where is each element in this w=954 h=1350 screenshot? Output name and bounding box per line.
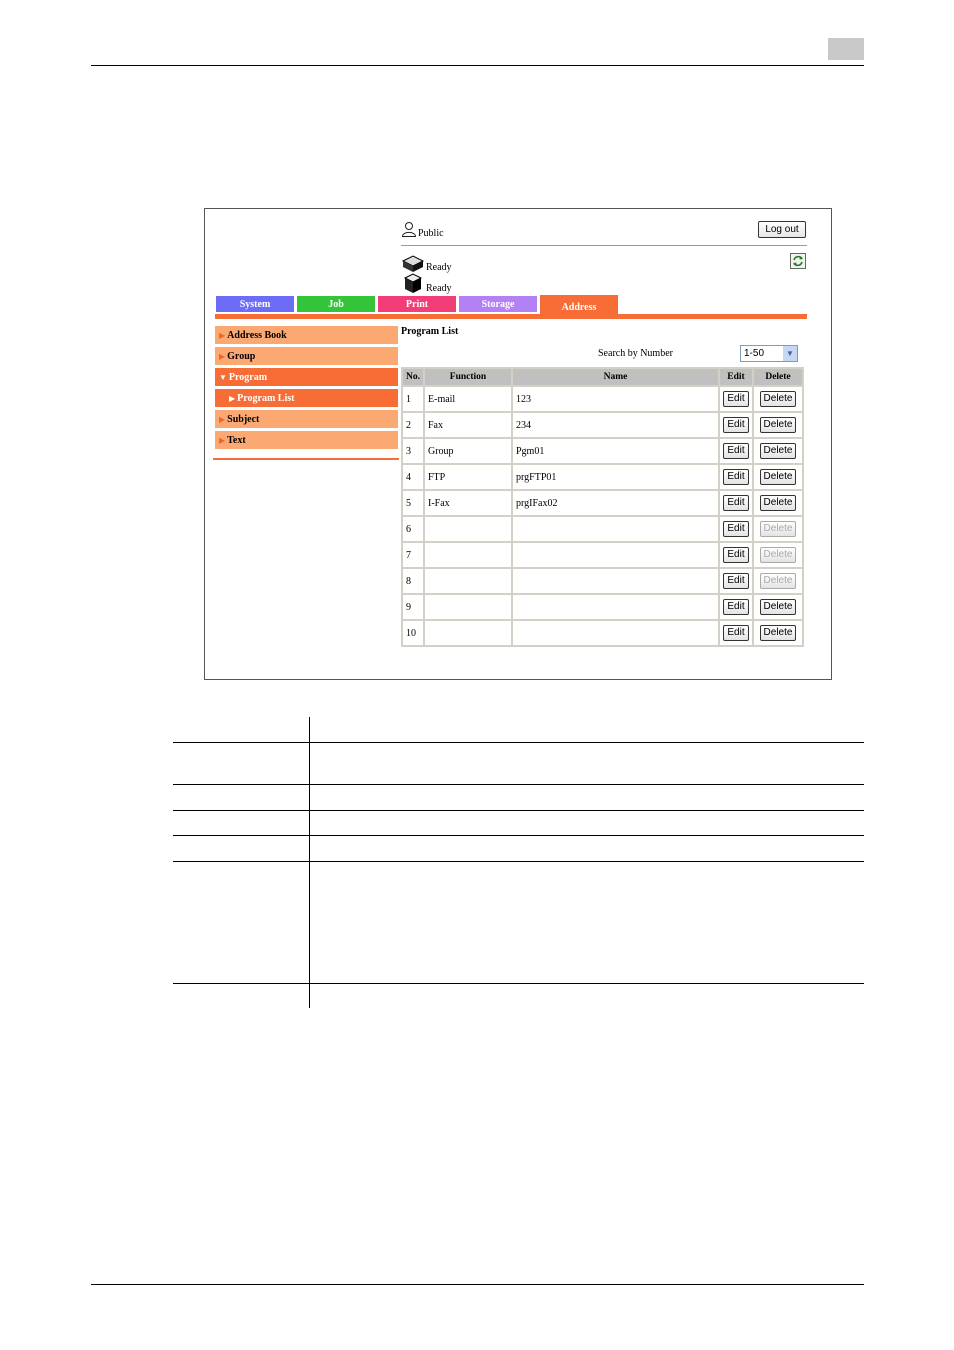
delete-button[interactable]: Delete [760, 417, 797, 433]
cell-name [513, 595, 718, 619]
cell-no: 2 [403, 413, 423, 437]
cell-delete [754, 595, 802, 619]
sidebar-item-address-book[interactable] [215, 326, 398, 344]
edit-button[interactable]: Edit [723, 521, 748, 537]
sidebar-item-label: Subject [227, 413, 260, 425]
triangle-right-icon: ▶ [219, 436, 226, 445]
logout-button[interactable]: Log out [758, 221, 806, 238]
triangle-down-icon: ▼ [219, 372, 227, 382]
sidebar-item-label: Address Book [227, 329, 287, 341]
cell-delete [754, 621, 802, 645]
printer-status: Ready [426, 262, 452, 273]
cell-edit [720, 595, 752, 619]
delete-button[interactable]: Delete [760, 443, 797, 459]
edit-button[interactable]: Edit [723, 495, 748, 511]
chevron-down-icon: ▼ [783, 346, 797, 361]
sidebar-item-program-list[interactable] [215, 389, 398, 407]
cell-edit [720, 517, 752, 541]
triangle-right-icon: ▶ [219, 331, 226, 340]
triangle-right-icon: ▶ [229, 394, 236, 403]
cell-delete [754, 517, 802, 541]
sidebar-end-rule [213, 458, 399, 460]
cell-edit [720, 413, 752, 437]
cell-function: I-Fax [425, 491, 511, 515]
triangle-right-icon: ▶ [219, 352, 226, 361]
tab-label: Print [405, 298, 429, 310]
header-rule [91, 65, 864, 66]
tab-label: Job [328, 298, 344, 310]
definition-table-rule [173, 835, 864, 836]
delete-button[interactable]: Delete [760, 391, 797, 407]
sidebar-item-label: Program [228, 371, 268, 383]
cell-name: Pgm01 [513, 439, 718, 463]
cell-no: 8 [403, 569, 423, 593]
cell-name [513, 517, 718, 541]
cell-function [425, 595, 511, 619]
cell-function [425, 569, 511, 593]
table-row [403, 621, 802, 645]
delete-button[interactable]: Delete [760, 469, 797, 485]
cell-delete [754, 491, 802, 515]
table-row [403, 569, 802, 593]
delete-button: Delete [760, 521, 797, 537]
page-title: Program List [401, 326, 459, 337]
sidebar-item-label: Group [227, 350, 256, 362]
tab-print[interactable] [378, 296, 456, 312]
cell-edit [720, 387, 752, 411]
cell-function: Group [425, 439, 511, 463]
tab-label: System [239, 298, 271, 310]
table-row [403, 595, 802, 619]
cell-function: E-mail [425, 387, 511, 411]
tab-storage[interactable] [459, 296, 537, 312]
sidebar-item-label: Text [227, 434, 246, 446]
tab-label: Address [561, 301, 597, 313]
cell-delete [754, 465, 802, 489]
cell-edit [720, 569, 752, 593]
cell-name: prgFTP01 [513, 465, 718, 489]
printer-icon [401, 253, 425, 273]
definition-table-rule [173, 742, 864, 743]
cell-no: 9 [403, 595, 423, 619]
table-row [403, 439, 802, 463]
footer-rule [91, 1284, 864, 1285]
cell-function: FTP [425, 465, 511, 489]
edit-button[interactable]: Edit [723, 547, 748, 563]
tab-label: Storage [481, 298, 515, 310]
sidebar-item-text[interactable] [215, 431, 398, 449]
edit-button[interactable]: Edit [723, 443, 748, 459]
sidebar-item-label: Program List [237, 392, 295, 404]
refresh-icon[interactable] [790, 253, 806, 269]
edit-button[interactable]: Edit [723, 599, 748, 615]
cell-delete [754, 569, 802, 593]
table-row [403, 517, 802, 541]
select-value: 1-50 [744, 348, 765, 359]
sidebar-item-group[interactable] [215, 347, 398, 365]
triangle-right-icon: ▶ [219, 415, 226, 424]
column-header-function: Function [425, 369, 511, 385]
edit-button[interactable]: Edit [723, 573, 748, 589]
sidebar-item-subject[interactable] [215, 410, 398, 428]
program-list-table [401, 367, 804, 647]
edit-button[interactable]: Edit [723, 391, 748, 407]
edit-button[interactable]: Edit [723, 625, 748, 641]
user-label: Public [418, 228, 444, 239]
definition-table-rule [173, 784, 864, 785]
table-header-row [403, 369, 802, 385]
scanner-icon [401, 273, 425, 293]
cell-name [513, 543, 718, 567]
table-row [403, 491, 802, 515]
scanner-status: Ready [426, 283, 452, 294]
cell-name [513, 621, 718, 645]
page-tab-marker [828, 38, 864, 60]
cell-no: 3 [403, 439, 423, 463]
table-row [403, 387, 802, 411]
table-row [403, 465, 802, 489]
cell-function: Fax [425, 413, 511, 437]
cell-edit [720, 543, 752, 567]
definition-table-rule [173, 861, 864, 862]
cell-delete [754, 413, 802, 437]
search-label: Search by Number [598, 348, 673, 359]
cell-no: 6 [403, 517, 423, 541]
cell-name [513, 569, 718, 593]
delete-button[interactable]: Delete [760, 625, 797, 641]
tab-system[interactable] [216, 296, 294, 312]
search-number-select[interactable] [740, 345, 798, 362]
column-header-no: No. [403, 369, 423, 385]
column-header-edit: Edit [720, 369, 752, 385]
tab-job[interactable] [297, 296, 375, 312]
cell-delete [754, 439, 802, 463]
sidebar-item-program[interactable] [215, 368, 398, 386]
edit-button[interactable]: Edit [723, 417, 748, 433]
table-row [403, 413, 802, 437]
cell-name: prgIFax02 [513, 491, 718, 515]
cell-no: 5 [403, 491, 423, 515]
delete-button[interactable]: Delete [760, 495, 797, 511]
cell-no: 7 [403, 543, 423, 567]
user-icon [401, 221, 417, 237]
cell-name: 123 [513, 387, 718, 411]
tab-underline [215, 314, 807, 319]
screenshot-frame [204, 208, 832, 680]
definition-table-rule [173, 810, 864, 811]
cell-delete [754, 543, 802, 567]
definition-table-rule [173, 983, 864, 984]
cell-name: 234 [513, 413, 718, 437]
table-row [403, 543, 802, 567]
edit-button[interactable]: Edit [723, 469, 748, 485]
header-divider [401, 245, 807, 246]
delete-button: Delete [760, 573, 797, 589]
cell-no: 1 [403, 387, 423, 411]
cell-edit [720, 621, 752, 645]
cell-no: 10 [403, 621, 423, 645]
cell-no: 4 [403, 465, 423, 489]
cell-function [425, 621, 511, 645]
cell-delete [754, 387, 802, 411]
cell-edit [720, 465, 752, 489]
cell-edit [720, 439, 752, 463]
delete-button[interactable]: Delete [760, 599, 797, 615]
cell-edit [720, 491, 752, 515]
definition-table-divider [309, 717, 310, 1008]
column-header-name: Name [513, 369, 718, 385]
column-header-delete: Delete [754, 369, 802, 385]
cell-function [425, 543, 511, 567]
cell-function [425, 517, 511, 541]
delete-button: Delete [760, 547, 797, 563]
